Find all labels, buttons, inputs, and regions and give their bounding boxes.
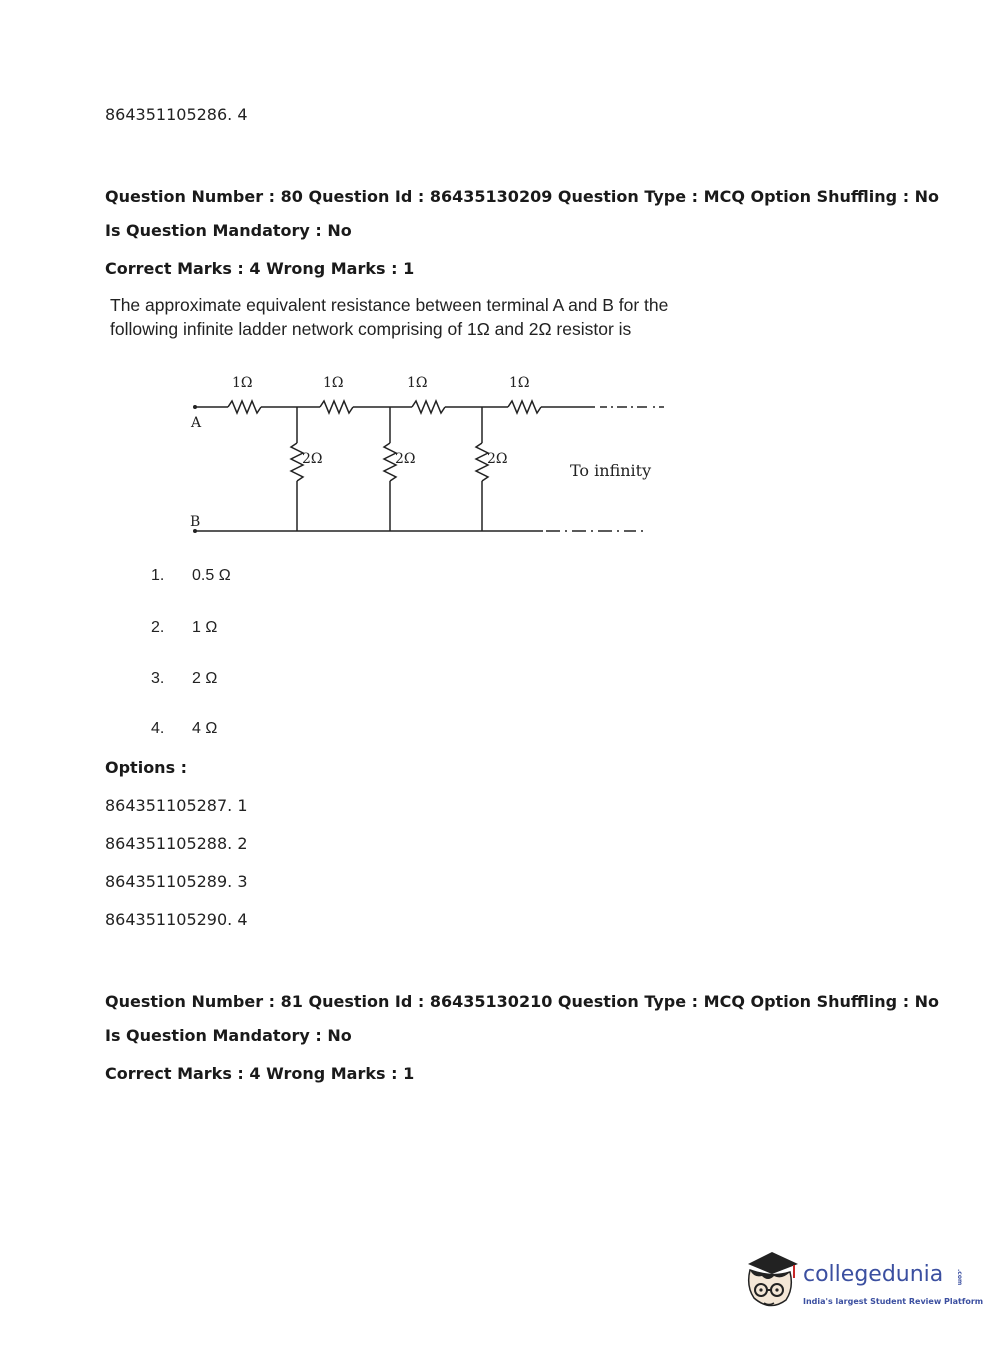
choice-3-value: 2 Ω — [192, 670, 218, 687]
q80-mandatory: Is Question Mandatory : No — [105, 221, 352, 240]
q80-header: Question Number : 80 Question Id : 86435130209 Question Type : MCQ Option Shuffling : No — [105, 187, 940, 206]
prev-option-line: 864351105286. 4 — [105, 105, 248, 124]
choice-3-number: 3. — [151, 670, 165, 687]
choice-4-value: 4 Ω — [192, 720, 218, 737]
terminal-a-dot — [193, 405, 197, 409]
q81-marks: Correct Marks : 4 Wrong Marks : 1 — [105, 1064, 415, 1083]
logo-suffix: .com — [956, 1269, 963, 1286]
q80-text-line2: following infinite ladder network comprising of 1Ω and 2Ω resistor is — [110, 319, 632, 339]
choice-2-value: 1 Ω — [192, 619, 218, 636]
choice-2-number: 2. — [151, 619, 165, 636]
to-infinity-label: To infinity — [570, 461, 652, 480]
option-id-2: 864351105288. 2 — [105, 834, 248, 853]
choice-1-number: 1. — [151, 567, 165, 584]
q81-mandatory: Is Question Mandatory : No — [105, 1026, 352, 1045]
q80-text-line1: The approximate equivalent resistance between terminal A and B for the — [110, 295, 669, 315]
terminal-b-label: B — [190, 514, 201, 530]
logo-wordmark: collegedunia — [803, 1262, 944, 1287]
terminal-a-label: A — [191, 415, 202, 431]
choice-4-number: 4. — [151, 720, 165, 737]
q81-header: Question Number : 81 Question Id : 86435130210 Question Type : MCQ Option Shuffling : No — [105, 992, 940, 1011]
choice-1-value: 0.5 Ω — [192, 567, 231, 584]
series-r2-label: 1Ω — [323, 375, 344, 391]
series-r3-label: 1Ω — [407, 375, 428, 391]
options-label: Options : — [105, 758, 188, 777]
option-id-3: 864351105289. 3 — [105, 872, 248, 891]
ladder-network-diagram — [180, 365, 680, 545]
option-id-1: 864351105287. 1 — [105, 796, 248, 815]
shunt-r2-label: 2Ω — [395, 451, 416, 467]
collegedunia-logo — [742, 1248, 984, 1318]
q80-marks: Correct Marks : 4 Wrong Marks : 1 — [105, 259, 415, 278]
option-id-4: 864351105290. 4 — [105, 910, 248, 929]
series-r1-label: 1Ω — [232, 375, 253, 391]
logo-tagline: India's largest Student Review Platform — [803, 1297, 984, 1306]
series-r4-label: 1Ω — [509, 375, 530, 391]
student-mascot-icon — [742, 1248, 800, 1316]
shunt-r1-label: 2Ω — [302, 451, 323, 467]
shunt-r3-label: 2Ω — [487, 451, 508, 467]
